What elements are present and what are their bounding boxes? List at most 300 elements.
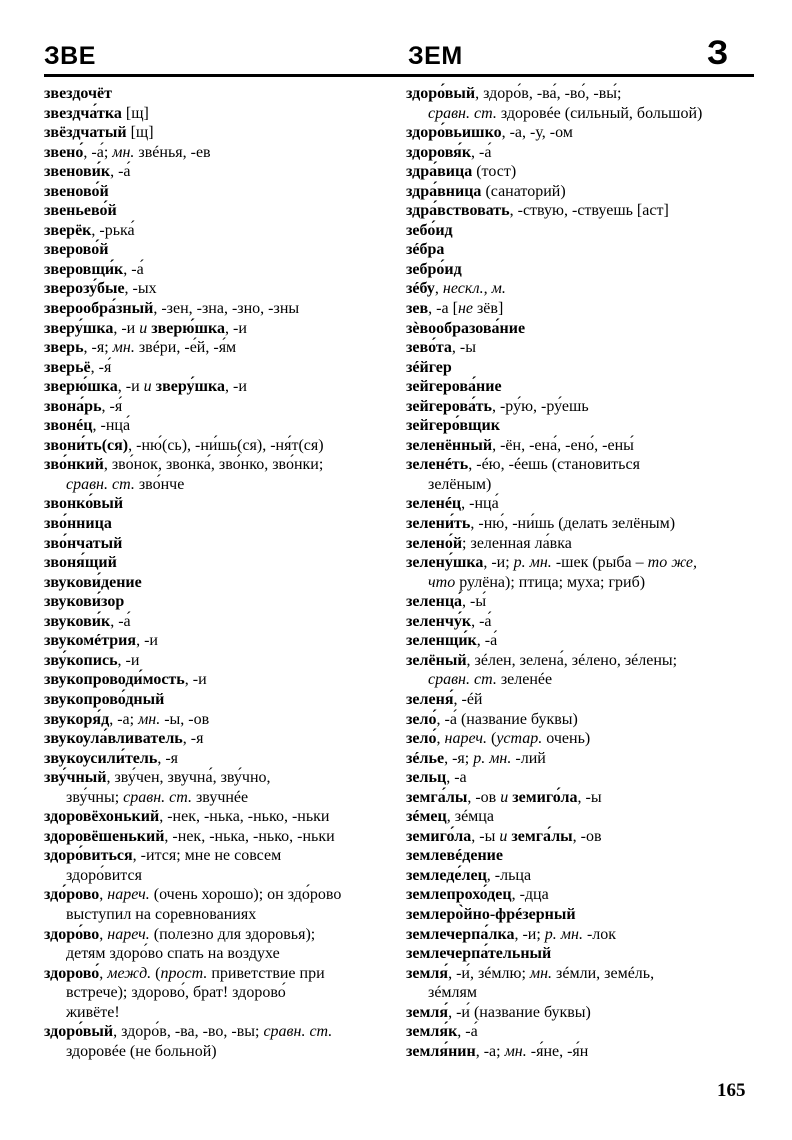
entry-line xyxy=(44,768,396,788)
entry-line xyxy=(406,612,756,632)
headword: зебро́ид xyxy=(406,260,462,278)
entry-line xyxy=(44,514,396,534)
section-letter: З xyxy=(707,34,729,72)
headword: зельц xyxy=(406,769,447,787)
entry-continuation-line xyxy=(44,788,396,808)
entry-line xyxy=(406,514,756,534)
headword: зеленя́ xyxy=(406,690,454,708)
entry-line xyxy=(44,925,396,945)
entry-text: , зéмца xyxy=(446,808,494,826)
headword: зелену́шка xyxy=(406,554,484,572)
grammar-note: что xyxy=(428,573,456,591)
entry-line xyxy=(406,397,756,417)
entry-text: , -а́ xyxy=(471,612,492,630)
entry-text: , -и; xyxy=(514,925,545,943)
entry-text: , -ы xyxy=(471,827,500,845)
grammar-note: нареч. xyxy=(107,925,150,943)
entry-text: , -ы xyxy=(577,788,602,806)
headword: зверёк xyxy=(44,221,92,239)
entry-text: [щ] xyxy=(121,104,149,122)
grammar-note: сравн. ст. xyxy=(263,1023,333,1041)
entry-line xyxy=(406,788,756,808)
entry-line xyxy=(44,319,396,339)
entry-text: , -я; xyxy=(444,749,474,767)
entry-line xyxy=(44,416,396,436)
headword: зверу́шка xyxy=(44,319,114,337)
headword: земля́нин xyxy=(406,1042,476,1060)
entry-text: очень) xyxy=(542,730,591,748)
grammar-note: то же, xyxy=(647,554,697,572)
entry-continuation-line xyxy=(406,475,756,495)
entry-line xyxy=(406,651,756,671)
headword: здра́вица xyxy=(406,163,473,181)
headword: зéмец xyxy=(406,808,447,826)
header-rule xyxy=(44,74,754,77)
entry-text: зёв] xyxy=(472,300,504,318)
right-column xyxy=(406,84,756,1061)
headword: зеленщи́к xyxy=(406,632,477,650)
grammar-note: нескл., м. xyxy=(442,280,506,298)
entry-text: , -а [ xyxy=(428,300,458,318)
headword: зейгерова́ние xyxy=(406,378,502,396)
entry-line xyxy=(406,553,756,573)
entry-line xyxy=(406,84,756,104)
entry-text: , -а xyxy=(446,769,467,787)
entry-text: , xyxy=(99,925,108,943)
entry-text: , -а, -у, -ом xyxy=(501,124,573,142)
entry-continuation-line xyxy=(406,573,756,593)
headword: зверь xyxy=(44,339,84,357)
entry-text: детям здоро́во спать на воздухе xyxy=(66,945,280,963)
headword: зверю́шка xyxy=(44,378,118,396)
headword: зеленéть xyxy=(406,456,469,474)
entry-text: , здоро́в, -ва́, -во́, -вы́; xyxy=(475,85,622,102)
entry-text: , -нек, -нька, -нько, -ньки xyxy=(164,827,335,845)
headword: зéбра xyxy=(406,241,445,259)
entry-text: -лий xyxy=(511,749,546,767)
headword: зеленца́ xyxy=(406,593,463,611)
entry-text: , -éй xyxy=(453,690,483,708)
entry-line xyxy=(406,358,756,378)
entry-text: , -зен, -зна, -зно, -зны xyxy=(153,300,300,318)
entry-line xyxy=(44,670,396,690)
headword: звукоула́вливатель xyxy=(44,730,183,748)
entry-text: , -а́ xyxy=(476,632,498,650)
entry-text: , -льца xyxy=(486,866,532,884)
entry-text: , -я; xyxy=(83,339,113,357)
entry-line xyxy=(44,299,396,319)
headword: земля́ xyxy=(406,964,449,982)
entry-text: -ы, -ов xyxy=(160,710,210,728)
headword: зву́копись xyxy=(44,651,118,669)
entry-text: выступил на соревнованиях xyxy=(66,905,257,923)
entry-line xyxy=(44,690,396,710)
entry-line xyxy=(406,260,756,280)
grammar-note: нареч. xyxy=(107,886,150,904)
headword: зеленчу́к xyxy=(406,612,472,630)
entry-text: приветствие при xyxy=(207,964,325,982)
entry-line xyxy=(406,534,756,554)
grammar-note: прост. xyxy=(160,964,208,982)
entry-text: , -я xyxy=(157,749,179,767)
entry-text: , -ов xyxy=(572,827,602,845)
headword: земга́лы xyxy=(406,788,468,806)
headword: зев xyxy=(406,300,429,318)
entry-text: -я́не, -я́н xyxy=(526,1042,589,1060)
entry-text: , -а́ xyxy=(123,260,144,278)
headword: зво́нчатый xyxy=(44,534,123,552)
entry-text: , -и xyxy=(117,651,140,669)
entry-text: [щ] xyxy=(126,124,154,142)
entry-line xyxy=(406,1003,756,1023)
entry-line xyxy=(44,377,396,397)
entry-line xyxy=(44,123,396,143)
entry-text: , -а́ xyxy=(110,612,131,630)
headword: звеново́й xyxy=(44,182,109,200)
headword: зверообра́зный xyxy=(44,300,154,318)
entry-line xyxy=(44,494,396,514)
grammar-note: и xyxy=(143,378,152,396)
headword: зверю́шка xyxy=(147,319,226,337)
entry-text: , -ню́(сь), -ни́шь(ся), -ня́т(ся) xyxy=(128,436,324,454)
entry-line xyxy=(44,749,396,769)
entry-text: , зву́чен, звучна́, зву́чно, xyxy=(106,769,271,787)
grammar-note: р. мн. xyxy=(473,749,512,767)
headword: здоро́вый xyxy=(406,85,476,102)
entry-text: -лок xyxy=(582,925,617,943)
entry-line xyxy=(44,397,396,417)
grammar-note: мн. xyxy=(112,143,135,161)
entry-continuation-line xyxy=(406,670,756,690)
entry-text: , зéлен, зелена́, зéлено, зéлены; xyxy=(466,651,678,669)
entry-line xyxy=(406,925,756,945)
entry-line xyxy=(406,279,756,299)
entry-line xyxy=(406,827,756,847)
headword: звеньево́й xyxy=(44,202,117,220)
entry-line xyxy=(406,749,756,769)
headword: звукомéтрия xyxy=(44,632,137,650)
entry-text: зéмлям xyxy=(428,984,478,1002)
grammar-note: и xyxy=(499,827,508,845)
entry-text: (полезно для здоровья); xyxy=(149,925,316,943)
headword: зво́нкий xyxy=(44,456,104,474)
entry-line xyxy=(44,729,396,749)
headword: зверозу́бые xyxy=(44,280,125,298)
entry-text: , -и xyxy=(184,671,207,689)
entry-text: , -и xyxy=(136,632,158,650)
entry-text: зелёным) xyxy=(428,475,492,493)
entry-line xyxy=(406,162,756,182)
headword: земля́ xyxy=(406,1003,449,1021)
headword: землечерпа́тельный xyxy=(406,945,552,963)
entry-text: , -ён, -ена́, -ено́, -ены́ xyxy=(492,436,634,454)
entry-line xyxy=(44,162,396,182)
entry-text: , -ится; мне не совсем xyxy=(132,847,282,865)
entry-text: , -ы́ xyxy=(462,593,487,611)
entry-line xyxy=(44,573,396,593)
entry-line xyxy=(44,885,396,905)
entry-text: , -и́ (название буквы) xyxy=(448,1003,591,1021)
entry-line xyxy=(406,964,756,984)
grammar-note: мн. xyxy=(504,1042,527,1060)
headword: звукопрово́дный xyxy=(44,690,165,708)
headword: звонко́вый xyxy=(44,495,124,513)
entry-text: , -я́ xyxy=(101,397,123,415)
entry-text: , -а; xyxy=(475,1042,505,1060)
entry-line xyxy=(406,123,756,143)
entry-text: , -дца xyxy=(511,886,549,904)
entry-text: , -а; xyxy=(109,710,139,728)
entry-text: , -ню́, -ни́шь (делать зелёным) xyxy=(470,515,676,533)
entry-continuation-line xyxy=(44,475,396,495)
entry-text: звéнья, -ев xyxy=(134,143,211,161)
entry-text: зéмли, земéль, xyxy=(552,964,655,982)
headword: землечерпа́лка xyxy=(406,925,515,943)
entry-text: , -а́ (название буквы) xyxy=(436,710,578,728)
headword: зверьё xyxy=(44,358,91,376)
grammar-note: не xyxy=(457,300,473,318)
entry-line xyxy=(44,807,396,827)
headword: звенови́к xyxy=(44,163,111,181)
entry-line xyxy=(44,358,396,378)
entry-text: встрече); здорово́, брат! здорово́ xyxy=(66,984,286,1002)
entry-text: , xyxy=(99,964,108,982)
entry-line xyxy=(44,455,396,475)
grammar-note: сравн. ст. xyxy=(66,475,135,493)
entry-continuation-line xyxy=(44,866,396,886)
entry-line xyxy=(406,182,756,202)
headword: зеленённый xyxy=(406,436,493,454)
headword: здоро́во xyxy=(44,925,100,943)
entry-continuation-line xyxy=(44,983,396,1003)
entry-text: здоровéе (не больной) xyxy=(66,1042,217,1060)
headword: здра́вница xyxy=(406,182,482,200)
headword: землеро̀йно-фрéзерный xyxy=(406,905,576,923)
headword: звёздчатый xyxy=(44,124,127,142)
entry-line xyxy=(406,1042,756,1062)
headword: здоровя́к xyxy=(406,143,472,161)
headword: звено́ xyxy=(44,143,84,161)
entry-line xyxy=(406,729,756,749)
entry-text: , -нек, -нька, -нько, -ньки xyxy=(159,808,330,826)
grammar-note: и xyxy=(500,788,509,806)
entry-line xyxy=(406,436,756,456)
headword: звони́ть(ся) xyxy=(44,436,129,454)
entry-line xyxy=(406,201,756,221)
entry-line xyxy=(406,143,756,163)
headword: зело́ xyxy=(406,710,437,728)
entry-text: , -ру́ю, -ру́ешь xyxy=(491,397,589,415)
entry-text: (тост) xyxy=(472,163,517,181)
headword: звукови́дение xyxy=(44,573,142,591)
entry-text: , зво́нок, звонка́, зво́нко, зво́нки; xyxy=(103,456,324,474)
headword: здорово́ xyxy=(44,964,100,982)
entry-text: , -ых xyxy=(124,280,157,298)
entry-line xyxy=(44,338,396,358)
entry-text: ( xyxy=(486,730,497,748)
grammar-note: сравн. ст. xyxy=(428,671,497,689)
headword: зебо́ид xyxy=(406,221,453,239)
grammar-note: устар. xyxy=(496,730,543,748)
entry-text: ( xyxy=(151,964,161,982)
entry-text: зву́чны; xyxy=(66,788,124,806)
entry-line xyxy=(44,1022,396,1042)
headword: звукови́к xyxy=(44,612,111,630)
headword: зво́нница xyxy=(44,515,112,533)
entry-text: (санаторий) xyxy=(481,182,566,200)
entry-line xyxy=(406,768,756,788)
entry-line xyxy=(406,690,756,710)
entry-text: , -и xyxy=(225,319,247,337)
headword: землепрохо́дец xyxy=(406,886,512,904)
entry-line xyxy=(44,201,396,221)
headword: земледе́лец xyxy=(406,866,487,884)
entry-line xyxy=(406,299,756,319)
headword: звона́рь xyxy=(44,397,102,415)
headword: зейгерова́ть xyxy=(406,397,492,415)
entry-text: здоро́вится xyxy=(66,866,142,884)
entry-line xyxy=(406,866,756,886)
headword: здоро́виться xyxy=(44,847,133,865)
headword: зву́чный xyxy=(44,769,107,787)
entry-text: , -и xyxy=(113,319,140,337)
entry-text: , здоро́в, -ва, -во, -вы; xyxy=(113,1023,264,1041)
entry-text: ; зеленная ла́вка xyxy=(462,534,572,552)
entry-text: зво́нче xyxy=(134,475,185,493)
headword: звоня́щий xyxy=(44,554,117,572)
headword: земиго́ла xyxy=(406,827,472,845)
headword: зело́ xyxy=(406,730,437,748)
entry-line xyxy=(406,319,756,339)
entry-line xyxy=(44,827,396,847)
grammar-note: р. мн. xyxy=(513,554,552,572)
entry-line xyxy=(406,905,756,925)
grammar-note: мн. xyxy=(138,710,161,728)
entry-text: , -ствую, -ствуешь [аст] xyxy=(509,202,669,220)
entry-line xyxy=(406,455,756,475)
entry-line xyxy=(406,494,756,514)
entry-text: рулёна); птица; муха; гриб) xyxy=(455,573,646,591)
entry-text: звучнéе xyxy=(191,788,249,806)
headword: зейгеро́вщик xyxy=(406,417,500,435)
entry-text: , -а́; xyxy=(83,143,113,161)
entry-text: здоровéе (сильный, большой) xyxy=(496,104,703,122)
grammar-note: и xyxy=(139,319,148,337)
entry-line xyxy=(44,104,396,124)
headword: зѐвообразова́ние xyxy=(406,319,526,337)
entry-continuation-line xyxy=(406,104,756,124)
entry-text: зеленéе xyxy=(496,671,553,689)
entry-text: , -и; xyxy=(483,554,514,572)
entry-line xyxy=(44,612,396,632)
left-column xyxy=(44,84,396,1061)
headword: зверовщи́к xyxy=(44,260,124,278)
entry-text: , xyxy=(434,280,443,298)
entry-line xyxy=(406,807,756,827)
entry-line xyxy=(406,338,756,358)
grammar-note: сравн. ст. xyxy=(123,788,192,806)
entry-line xyxy=(44,846,396,866)
entry-line xyxy=(44,260,396,280)
entry-text: , -я xyxy=(182,730,204,748)
entry-line xyxy=(406,710,756,730)
entry-text: , -нца́ xyxy=(92,417,131,435)
entry-text: , -и xyxy=(225,378,247,396)
entry-line xyxy=(44,84,396,104)
grammar-note: мн. xyxy=(529,964,553,982)
entry-text: , -а́ xyxy=(471,143,492,161)
headword: звукови́зор xyxy=(44,593,125,611)
grammar-note: сравн. ст. xyxy=(428,104,497,122)
page-number: 165 xyxy=(717,1080,746,1101)
grammar-note: мн. xyxy=(112,339,135,357)
entry-text: живёте! xyxy=(66,1003,120,1021)
headword: зверу́шка xyxy=(151,378,226,396)
entry-line xyxy=(406,416,756,436)
headword: зелени́ть xyxy=(406,515,471,533)
headword: земиго́ла xyxy=(508,788,578,806)
headword: здо́рово xyxy=(44,886,100,904)
headword: звездочёт xyxy=(44,85,112,102)
headword: зéйгер xyxy=(406,358,452,376)
entry-line xyxy=(44,553,396,573)
entry-line xyxy=(44,182,396,202)
entry-continuation-line xyxy=(44,905,396,925)
entry-text: (очень хорошо); он здо́рово xyxy=(149,886,342,904)
headword: зеленéц xyxy=(406,495,462,513)
headword: зéлье xyxy=(406,749,445,767)
entry-line xyxy=(406,885,756,905)
headword: земга́лы xyxy=(507,827,573,845)
entry-continuation-line xyxy=(44,944,396,964)
entry-text: , -éю, -éешь (становиться xyxy=(468,456,640,474)
entry-text: , -а́ xyxy=(457,1023,478,1041)
headword: здоровёшенький xyxy=(44,827,165,845)
entry-text: , -а́ xyxy=(110,163,131,181)
headword: зверово́й xyxy=(44,241,109,259)
headword: зелено́й xyxy=(406,534,463,552)
headword: зéбу xyxy=(406,280,435,298)
entry-continuation-line xyxy=(44,1042,396,1062)
headword: здоро́вьишко xyxy=(406,124,502,142)
entry-line xyxy=(406,221,756,241)
headword: звукоря́д xyxy=(44,710,110,728)
entry-continuation-line xyxy=(406,983,756,1003)
entry-line xyxy=(44,436,396,456)
headword: звукоусили́тель xyxy=(44,749,158,767)
grammar-note: межд. xyxy=(107,964,152,982)
entry-line xyxy=(406,592,756,612)
headword: земля́к xyxy=(406,1023,458,1041)
entry-line xyxy=(44,710,396,730)
entry-line xyxy=(406,377,756,397)
entry-line xyxy=(406,631,756,651)
entry-line xyxy=(44,143,396,163)
entry-line xyxy=(44,534,396,554)
headword: зелёный xyxy=(406,651,467,669)
entry-text: , -и́, зéмлю; xyxy=(448,964,530,982)
headword: землевéдение xyxy=(406,847,503,865)
entry-line xyxy=(44,240,396,260)
entry-text: -шек (рыба – xyxy=(551,554,648,572)
headword: звездча́тка xyxy=(44,104,122,122)
entry-text: , -ов xyxy=(467,788,501,806)
entry-text: , -нца́ xyxy=(461,495,499,513)
entry-line xyxy=(44,631,396,651)
grammar-note: р. мн. xyxy=(544,925,583,943)
entry-continuation-line xyxy=(44,1003,396,1023)
entry-line xyxy=(406,846,756,866)
